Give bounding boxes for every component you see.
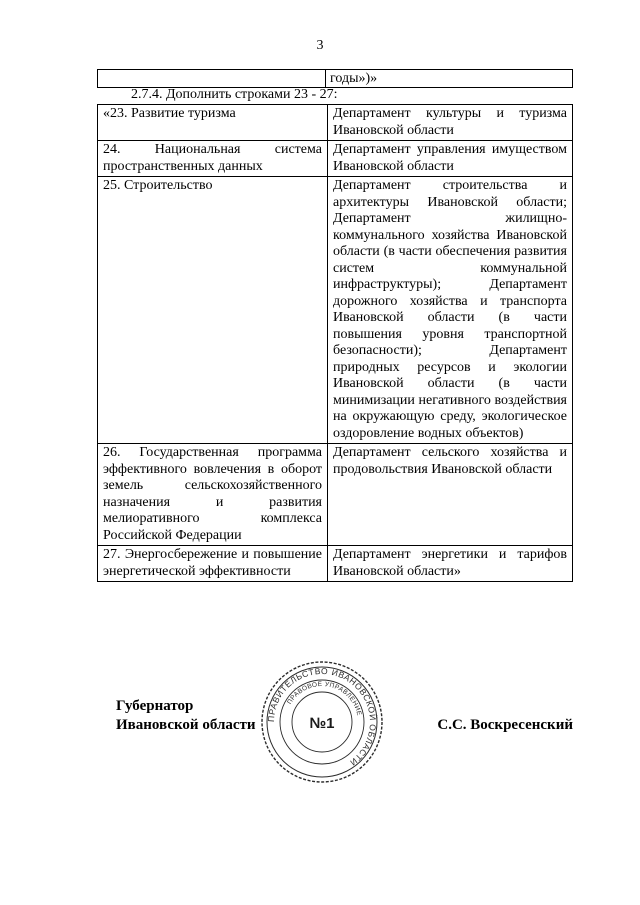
page-number: 3	[316, 38, 324, 53]
signer-title-line2: Ивановской области	[116, 717, 256, 733]
program-cell: 27. Энергосбережение и повышение энергетической эффективности	[98, 546, 328, 582]
program-cell: «23. Развитие туризма	[98, 105, 328, 141]
program-cell: 24. Национальная система пространственных данных	[98, 141, 328, 177]
signer-title-line1: Губернатор	[116, 698, 194, 714]
table-row	[98, 105, 573, 141]
continuation-right-cell: годы»)»	[326, 70, 573, 88]
continuation-left-cell	[98, 70, 326, 88]
department-cell: Департамент управления имуществом Ивановской области	[328, 141, 573, 177]
signer-title	[116, 697, 256, 735]
seal-number: №1	[309, 715, 335, 732]
department-cell: Департамент культуры и туризма Ивановской области	[328, 105, 573, 141]
table-row	[98, 444, 573, 546]
table-row	[98, 546, 573, 582]
section-heading: 2.7.4. Дополнить строками 23 - 27:	[131, 87, 338, 102]
department-cell: Департамент сельского хозяйства и продовольствия Ивановской области	[328, 444, 573, 546]
table-row	[98, 177, 573, 444]
program-cell: 26. Государственная программа эффективного вовлечения в оборот земель сельскохозяйственного назначения и развития мелиоративного комплекса Российской Федерации	[98, 444, 328, 546]
table-row	[98, 141, 573, 177]
table-row	[98, 70, 573, 88]
official-seal-icon	[260, 660, 384, 784]
continuation-table	[97, 69, 573, 88]
seal-inner-text: ПРАВОВОЕ УПРАВЛЕНИЕ	[286, 680, 363, 717]
department-cell: Департамент энергетики и тарифов Ивановской области»	[328, 546, 573, 582]
seal-ring-text: ПРАВИТЕЛЬСТВО ИВАНОВСКОЙ ОБЛАСТИ	[265, 665, 379, 769]
program-cell: 25. Строительство	[98, 177, 328, 444]
signer-name: С.С. Воскресенский	[437, 717, 573, 733]
departments-table	[97, 104, 573, 582]
department-cell: Департамент строительства и архитектуры Ивановской области; Департамент жилищно-коммунального хозяйства Ивановской области (в части обеспечения развития систем коммунальной инфраструктуры); Департамент дорожного хозяйства и транспорта Ивановской области (в части повышения уровня транспортной безопасности); Департамент природных ресурсов и экологии Ивановской области (в части минимизации негативного воздействия на окружающую среду, экологическое оздоровление водных объектов)	[328, 177, 573, 444]
